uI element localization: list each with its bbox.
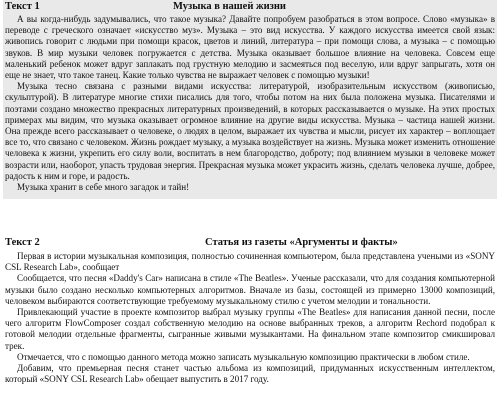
- text1-paragraph-1: А вы когда-нибудь задумывались, что такое музыка? Давайте попробуем разобраться в этом вопросе. Слово «музыка» в переводе с греческого означает «искусство муз». Музыка – это вид искусства. У каждого искусства имеется свой язык: живопись говорит с людьми при помощи красок, цветов и линий, литература – при помощи слова, а музыка – с помощью звуков. В мир музыки человек погружается с детства. Музыка оказывает большое влияние на человека. Совсем еще маленький ребенок может вдруг заплакать под грустную мелодию и засмеяться под веселую, или вдруг запрыгать, хотя он еще не знает, что такое танец. Какие только чувства не выражает человек с помощью музыки!: [5, 14, 495, 81]
- text2-paragraph-4: Отмечается, что с помощью данного метода можно записать музыкальную композицию практически в любом стиле.: [17, 351, 470, 362]
- text1-paragraph-3: Музыка хранит в себе много загадок и тайн!: [17, 182, 190, 193]
- text1-block: [3, 0, 497, 199]
- text2-paragraph-2: Сообщается, что песня «Daddy's Car» написана в стиле «The Beatles». Ученые рассказали, что для создания компьютерной музыки было создано несколько компьютерных алгоритмов. Вначале из базы, состоящей из примерно 13000 композиций, человеком выбираются соответствующие требуемому музыкальному стилю с учетом мелодии и тональности.: [5, 273, 495, 306]
- text2-title: Статья из газеты «Аргументы и факты»: [205, 237, 398, 248]
- text1-label: Текст 1: [5, 1, 40, 12]
- text2-paragraph-1: Первая в истории музыкальная композиция, полностью сочиненная компьютером, была представлена учеными из «SONY CSL Research Lab», сообщает: [5, 251, 495, 273]
- text2-header: [3, 236, 497, 250]
- text1-header: [3, 0, 497, 14]
- text1-title: Музыка в нашей жизни: [173, 1, 286, 12]
- text2-block: [3, 200, 497, 407]
- text1-paragraph-2: Музыка тесно связана с разными видами искусства: литературой, изобразительным искусством (живописью, скульптурой). В литературе многие стихи писались для того, чтобы потом на них была положена музыка. Писателями и поэтами создано множество прекрасных литературных произведений, в которых рассказывается о музыке. На этих простых примерах мы видим, что музыка оказывает огромное влияние на другие виды искусства. Музыка – частица нашей жизни. Она прежде всего рассказывает о человеке, о людях в целом, выражает их чувства и мысли, рисует их характер – воплощает все то, что связано с человеком. Жизнь рождает музыку, а музыка воздействует на жизнь. Музыка может изменить отношение человека к жизни, укрепить его силу воли, воспитать в нем благородство, доброту; под влиянием музыки в человеке может возрасти или, наоборот, упасть трудовая энергия. Прекрасная музыка может украсить жизнь, сделать человека лучше, добрее, радость к ним и горе, и радость.: [5, 81, 495, 181]
- text2-paragraph-5: Добавим, что премьерная песня станет частью альбома из композиций, придуманных искусственным интеллектом, который «SONY CSL Research Lab» обещает выпустить в 2017 году.: [5, 363, 495, 385]
- text2-label: Текст 2: [5, 237, 40, 248]
- text2-paragraph-3: Привлекающий участие в проекте композитор выбрал музыку группы «The Beatles» для написания данной песни, после чего алгоритм FlowComposer создал собственную мелодию на основе выбранных треков, а алгоритм Rechord подобрал к готовой мелодии отдельные фрагменты, сыгранные живыми музыкантами. На финальном этапе композитор смикшировал трек.: [5, 307, 495, 351]
